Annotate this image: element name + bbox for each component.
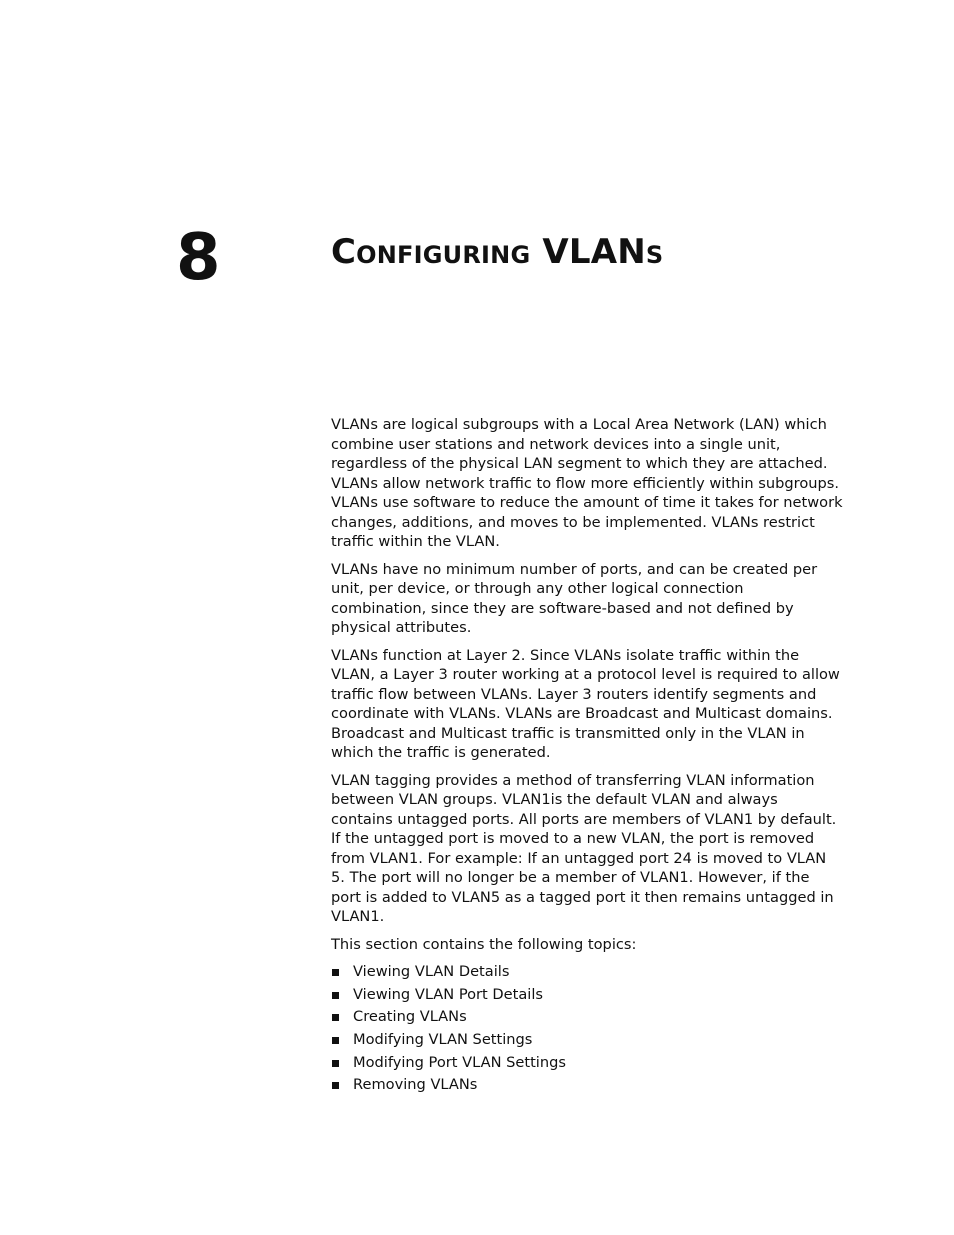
topic-label: Removing VLANs bbox=[353, 1076, 478, 1094]
topic-label: Viewing VLAN Details bbox=[353, 963, 510, 980]
topic-label: Viewing VLAN Port Details bbox=[353, 985, 543, 1003]
topic-item bbox=[331, 962, 843, 982]
intro-paragraph: VLANs are logical subgroups with a Local Area Network (LAN) which combine user stations and network devices into a single unit, regardless of the physical LAN segment to which they are attached. VLANs allow network traffic to flow more efficiently within subgroups. VLANs use software to reduce the amount of time it takes for network changes, additions, and moves to be implemented. VLANs restrict traffic within the VLAN. bbox=[331, 416, 843, 550]
topic-item bbox=[331, 1075, 843, 1095]
tagging-paragraph: VLAN tagging provides a method of transferring VLAN information between VLAN groups. VLAN1is the default VLAN and always contains untagged ports. All ports are members of VLAN1 by default. If the untagged port is moved to a new VLAN, the port is removed from VLAN1. For example: If an untagged port 24 is moved to VLAN 5. The port will no longer be a member of VLAN1. However, if the port is added to VLAN5 as a tagged port it then remains untagged in VLAN1. bbox=[331, 771, 837, 925]
topic-item bbox=[331, 1030, 843, 1050]
chapter-body bbox=[331, 415, 843, 1098]
topic-item bbox=[331, 985, 843, 1005]
square-bullet-icon bbox=[332, 1082, 339, 1089]
topic-label: Creating VLANs bbox=[353, 1008, 467, 1026]
square-bullet-icon bbox=[332, 992, 339, 999]
topics-list bbox=[331, 962, 843, 1095]
topic-label: Modifying VLAN Settings bbox=[353, 1031, 533, 1049]
square-bullet-icon bbox=[332, 1014, 339, 1021]
chapter-title: Configuring VLANs bbox=[331, 232, 664, 272]
topics-intro: This section contains the following topics: bbox=[331, 935, 637, 953]
layer2-paragraph: VLANs function at Layer 2. Since VLANs isolate traffic within the VLAN, a Layer 3 router working at a protocol level is required to allow traffic flow between VLANs. Layer 3 routers identify segments and coordinate with VLANs. VLANs are Broadcast and Multicast domains. Broadcast and Multicast traffic is transmitted only in the VLAN in which the traffic is generated. bbox=[331, 646, 840, 761]
square-bullet-icon bbox=[332, 1060, 339, 1067]
topic-label: Modifying Port VLAN Settings bbox=[353, 1053, 566, 1071]
chapter-number: 8 bbox=[176, 221, 221, 295]
ports-paragraph: VLANs have no minimum number of ports, and can be created per unit, per device, or through any other logical connection combination, since they are software-based and not defined by physical attributes. bbox=[331, 560, 818, 636]
square-bullet-icon bbox=[332, 969, 339, 976]
topic-item bbox=[331, 1007, 843, 1027]
topic-item bbox=[331, 1053, 843, 1073]
square-bullet-icon bbox=[332, 1037, 339, 1044]
